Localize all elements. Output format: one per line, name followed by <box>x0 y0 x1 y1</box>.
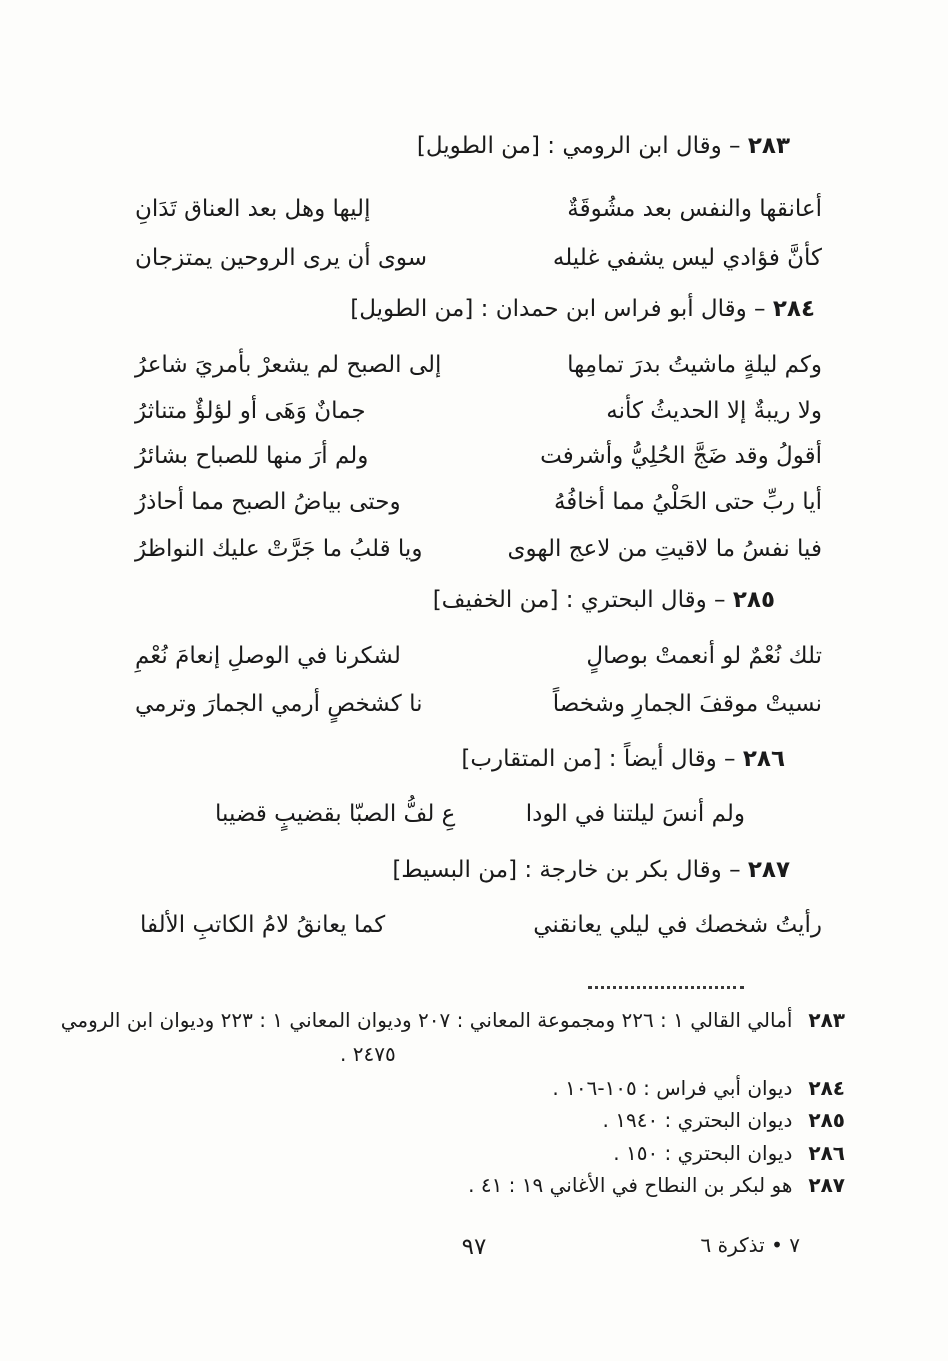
verse-287-1 <box>140 912 822 938</box>
hemistich-right: ولا ريبةٌ إلا الحديثُ كأنه <box>606 398 822 424</box>
printers-signature: ٧ • تذكرة ٦ <box>700 1233 800 1257</box>
section-283-number: ٢٨٣ <box>747 133 790 159</box>
hemistich-left: إلى الصبح لم يشعرْ بأمريَ شاعرُ <box>135 352 442 378</box>
footnote-283-text: أمالي القالي ١ : ٢٢٦ ومجموعة المعاني : ٢٠٧ وديوان المعاني ١ : ٢٢٣ وديوان ابن الرومي <box>60 1008 793 1032</box>
section-287-number: ٢٨٧ <box>747 857 790 883</box>
footnote-283-number: ٢٨٣ <box>808 1008 845 1032</box>
hemistich-left: كما يعانقُ لامُ الكاتبِ الألفا <box>140 912 386 938</box>
verse-285-2 <box>135 691 822 717</box>
hemistich-right: تلك نُعْمٌ لو أنعمتْ بوصالٍ <box>586 643 822 669</box>
section-286-title: – وقال أيضاً : [من المتقارب] <box>461 746 736 772</box>
hemistich-right: وكم ليلةٍ ماشيتُ بدرَ تمامِها <box>567 352 822 378</box>
hemistich-right: كأنَّ فؤادي ليس يشفي غليله <box>552 245 822 271</box>
footnote-286-number: ٢٨٦ <box>808 1141 845 1165</box>
section-285-title: – وقال البحتري : [من الخفيف] <box>432 587 726 613</box>
footnote-separator <box>588 986 744 989</box>
verse-283-1 <box>135 196 822 222</box>
verse-284-2 <box>135 398 822 424</box>
hemistich-left: لشكرنا في الوصلِ إنعامَ نُعْمِ <box>135 643 401 669</box>
hemistich-left: سوى أن يرى الروحين يمتزجان <box>135 245 428 271</box>
footnote-283-continuation: ٢٤٧٥ . <box>340 1042 396 1066</box>
footnote-286 <box>613 1141 845 1165</box>
hemistich-left: ولم أرَ منها للصباح بشائرُ <box>135 443 369 469</box>
hemistich-right: نسيتْ موقفَ الجمارِ وشخصاً <box>552 691 822 717</box>
footnote-284-text: ديوان أبي فراس : ١٠٥-١٠٦ . <box>552 1076 793 1100</box>
hemistich-left: وحتى بياضُ الصبح مما أحاذرُ <box>135 489 401 515</box>
footnote-285-text: ديوان البحتري : ١٩٤٠ . <box>602 1108 793 1132</box>
footnote-285-number: ٢٨٥ <box>808 1108 845 1132</box>
footnote-284 <box>552 1076 845 1100</box>
page-number: ٩٧ <box>461 1234 487 1260</box>
hemistich-right: فيا نفسُ ما لاقيتِ من لاعج الهوى <box>507 536 822 562</box>
verse-285-1 <box>135 643 822 669</box>
section-286-heading <box>461 746 785 772</box>
hemistich-left: جمانٌ وَهَى أو لؤلؤٌ متناثرُ <box>135 398 366 424</box>
hemistich-right: أقولُ وقد ضَجَّ الحُلِيُّ وأشرفت <box>540 443 822 469</box>
section-283-heading <box>417 133 790 159</box>
section-286-number: ٢٨٦ <box>742 746 785 772</box>
hemistich-left: ويا قلبُ ما جَرَّتْ عليك النواظرُ <box>135 536 423 562</box>
footnote-284-number: ٢٨٤ <box>808 1076 845 1100</box>
hemistich-right: أيا ربِّ حتى الحَلْيُ مما أخافُهُ <box>553 489 822 515</box>
hemistich-right: أعانقها والنفس بعد مشُوقَةٌ <box>567 196 822 222</box>
section-284-number: ٢٨٤ <box>772 296 815 322</box>
section-284-title: – وقال أبو فراس ابن حمدان : [من الطويل] <box>350 296 766 322</box>
footnote-285 <box>603 1108 846 1132</box>
verse-283-2 <box>135 245 822 271</box>
footnote-287-text: هو لبكر بن النطاح في الأغاني ١٩ : ٤١ . <box>468 1173 793 1197</box>
footnote-283 <box>61 1008 845 1032</box>
footnote-286-text: ديوان البحتري : ١٥٠ . <box>613 1141 793 1165</box>
verse-286-1 <box>215 801 745 827</box>
footnote-287-number: ٢٨٧ <box>808 1173 845 1197</box>
hemistich-right: ولم أنسَ ليلتنا في الودا <box>525 801 745 827</box>
hemistich-left: نا كشخصٍ أرمي الجمارَ وترمي <box>135 691 423 717</box>
hemistich-left: عِ لفُّ الصبّا بقضيبٍ قضيبا <box>215 801 456 827</box>
verse-284-5 <box>135 536 822 562</box>
hemistich-right: رأيتُ شخصك في ليلي يعانقني <box>533 912 822 938</box>
section-283-title: – وقال ابن الرومي : [من الطويل] <box>416 133 741 159</box>
verse-284-1 <box>135 352 822 378</box>
hemistich-left: إليها وهل بعد العناق تَدَانِ <box>135 196 371 222</box>
verse-284-3 <box>135 443 822 469</box>
section-285-number: ٢٨٥ <box>732 587 775 613</box>
section-284-heading <box>350 296 815 322</box>
verse-284-4 <box>135 489 822 515</box>
section-287-title: – وقال بكر بن خارجة : [من البسيط] <box>392 857 741 883</box>
section-287-heading <box>392 857 790 883</box>
section-285-heading <box>433 587 775 613</box>
footnote-287 <box>468 1173 845 1197</box>
